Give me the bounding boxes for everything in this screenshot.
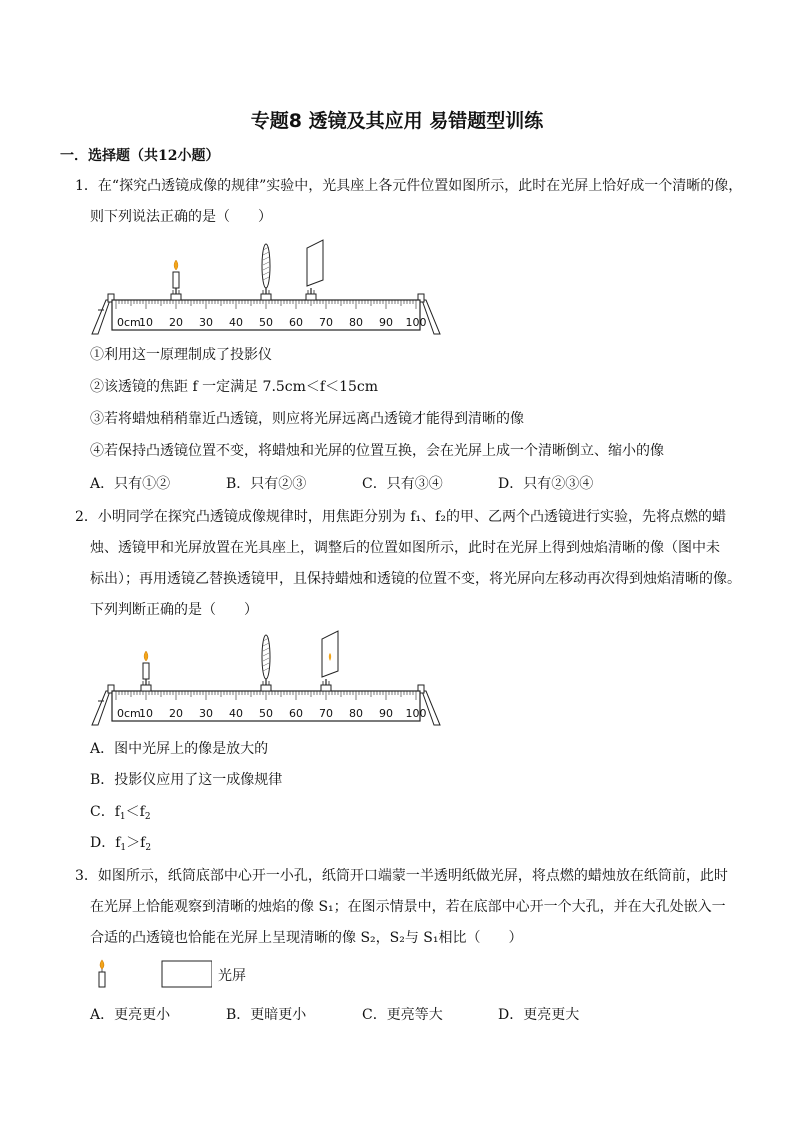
bench-tick-label: 10 <box>139 707 153 720</box>
q2-optical-bench-figure <box>90 627 450 727</box>
q1-statement-4: ④若保持凸透镜位置不变，将蜡烛和光屏的位置互换，会在光屏上成一个清晰倒立、缩小的像 <box>90 443 664 459</box>
q2-option-d[interactable] <box>90 832 151 853</box>
q3-option-b[interactable]: B．更暗更小 <box>226 1007 307 1023</box>
q3-stem-line1: 3．如图所示，纸筒底部中心开一小孔，纸筒开口端蒙一半透明纸做光屏，将点燃的蜡烛放在纸筒前，此时 <box>75 868 728 884</box>
q3-screen-label: 光屏 <box>218 968 246 984</box>
q2-option-c-sub2: 2 <box>144 812 151 822</box>
bench-tick-label: 40 <box>229 707 243 720</box>
q2-option-d-sub2: 2 <box>145 843 152 853</box>
q1-statement-3: ③若将蜡烛稍稍靠近凸透镜，则应将光屏远离凸透镜才能得到清晰的像 <box>90 411 524 427</box>
bench-tick-label: 20 <box>169 316 183 329</box>
bench-tick-label: 60 <box>289 316 303 329</box>
bench-tick-label: 90 <box>379 707 393 720</box>
section-heading: 一．选择题（共12小题） <box>60 148 220 164</box>
bench-tick-label: 50 <box>259 707 273 720</box>
candle-holder <box>141 685 151 691</box>
page-title: 专题8 透镜及其应用 易错题型训练 <box>250 110 544 132</box>
paper-tube <box>162 961 212 987</box>
bench-tick-label: 30 <box>199 707 213 720</box>
bench-tick-label: 80 <box>349 316 363 329</box>
bench-tick-label: 10 <box>139 316 153 329</box>
bench-tick-label: 60 <box>289 707 303 720</box>
bench-tick-label: 0cm <box>117 707 141 720</box>
candle-body <box>143 663 149 679</box>
q1-option-c[interactable]: C．只有③④ <box>362 476 443 492</box>
q2-stem-line1: 2．小明同学在探究凸透镜成像规律时，用焦距分别为 f₁、f₂的甲、乙两个凸透镜进行实验，先将点燃的蜡 <box>75 509 726 525</box>
bench-tick-label: 20 <box>169 707 183 720</box>
q2-option-c-prefix: C．f <box>90 804 120 820</box>
q2-option-d-prefix: D．f <box>90 835 121 851</box>
candle-holder <box>171 294 181 300</box>
candle-flame-icon <box>144 651 148 661</box>
bench-tick-label: 30 <box>199 316 213 329</box>
q2-stem-line3: 标出）；再用透镜乙替换透镜甲，且保持蜡烛和透镜的位置不变，将光屏向左移动再次得到烛焰清晰的像。 <box>90 571 741 587</box>
q2-option-d-mid: ＞f <box>126 835 146 851</box>
q1-statement-1: ①利用这一原理制成了投影仪 <box>90 347 272 363</box>
screen-holder <box>321 685 331 691</box>
bench-tick-label: 100 <box>405 707 427 720</box>
q2-option-c[interactable] <box>90 801 151 822</box>
lens-holder <box>261 685 271 691</box>
candle-body <box>99 972 105 987</box>
q1-stem-line2: 则下列说法正确的是（ ） <box>90 209 272 225</box>
bench-tick-label: 90 <box>379 316 393 329</box>
convex-lens <box>262 635 270 679</box>
q1-optical-bench-figure <box>90 232 450 337</box>
bench-q2 <box>92 631 440 725</box>
lens-holder <box>261 294 271 300</box>
q3-option-a[interactable]: A．更亮更小 <box>90 1007 171 1023</box>
bench-tick-label: 0cm <box>117 316 141 329</box>
q2-option-b[interactable]: B．投影仪应用了这一成像规律 <box>90 772 283 788</box>
bench-left-leg <box>92 300 110 334</box>
q3-stem-line2: 在光屏上恰能观察到清晰的烛焰的像 S₁；在图示情景中，若在底部中心开一个大孔，并在大孔处嵌入一 <box>90 899 726 915</box>
q1-stem-line1: 1．在“探究凸透镜成像的规律”实验中，光具座上各元件位置如图所示，此时在光屏上恰好成一个清晰的像， <box>75 178 743 194</box>
q1-option-d[interactable]: D．只有②③④ <box>498 476 594 492</box>
bench-tick-label: 70 <box>319 707 333 720</box>
bench-tick-label: 80 <box>349 707 363 720</box>
q3-candle-and-tube-figure <box>92 956 212 992</box>
candle-flame-icon <box>100 960 104 969</box>
bench-tick-label: 70 <box>319 316 333 329</box>
q2-option-c-sub1: 1 <box>119 812 126 822</box>
candle-flame-icon <box>174 260 178 270</box>
candle-body <box>173 272 179 288</box>
bench-q1 <box>92 240 440 334</box>
screen-holder <box>306 294 316 300</box>
q1-option-a[interactable]: A．只有①② <box>90 476 171 492</box>
bench-tick-label: 50 <box>259 316 273 329</box>
q2-option-c-mid: ＜f <box>125 804 145 820</box>
q2-stem-line4: 下列判断正确的是（ ） <box>90 602 258 618</box>
q1-option-b[interactable]: B．只有②③ <box>226 476 307 492</box>
q2-option-d-sub1: 1 <box>120 843 127 853</box>
bench-tick-label: 100 <box>405 316 427 329</box>
bench-left-leg <box>92 691 110 725</box>
bench-tick-label: 40 <box>229 316 243 329</box>
q3-stem-line3: 合适的凸透镜也恰能在光屏上呈现清晰的像 S₂，S₂与 S₁相比（ ） <box>90 930 523 946</box>
q3-option-d[interactable]: D．更亮更大 <box>498 1007 580 1023</box>
convex-lens <box>262 244 270 288</box>
q2-option-a[interactable]: A．图中光屏上的像是放大的 <box>90 741 269 757</box>
light-screen <box>307 240 323 286</box>
q3-option-c[interactable]: C．更亮等大 <box>362 1007 443 1023</box>
q1-statement-2: ②该透镜的焦距 f 一定满足 7.5cm＜f＜15cm <box>90 379 379 395</box>
q2-stem-line2: 烛、透镜甲和光屏放置在光具座上，调整后的位置如图所示，此时在光屏上得到烛焰清晰的像（图中未 <box>90 540 720 556</box>
